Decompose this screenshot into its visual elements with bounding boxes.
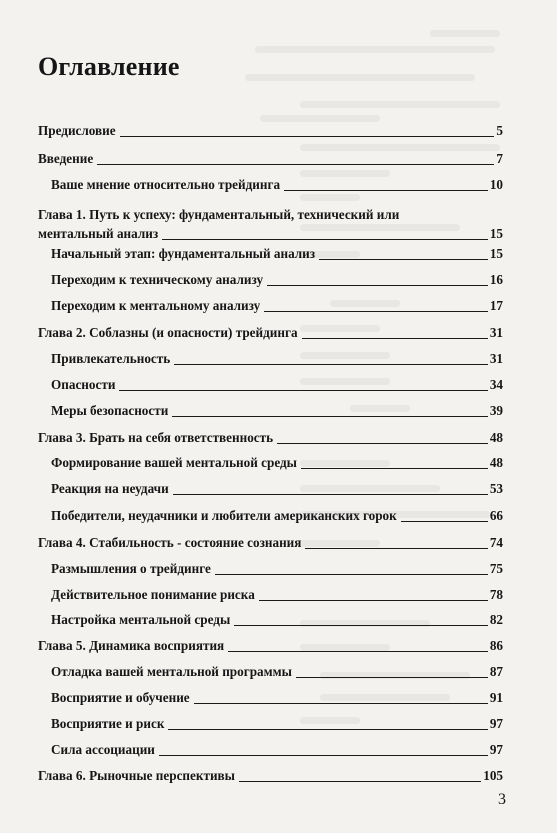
toc-leader-line [119, 390, 487, 391]
toc-leader-line [401, 521, 488, 522]
toc-entry[interactable] [51, 612, 503, 628]
toc-entry-page: 105 [483, 768, 503, 783]
toc-entry-title: Размышления о трейдинге [51, 561, 211, 576]
toc-entry-page: 48 [489, 455, 503, 470]
toc-entry-page: 82 [489, 612, 503, 627]
toc-leader-line [284, 190, 488, 191]
toc-entry[interactable] [51, 377, 503, 393]
toc-entry[interactable] [51, 481, 503, 497]
toc-entry[interactable] [38, 325, 503, 341]
toc-leader-line [302, 338, 488, 339]
toc-entry-title: Привлекательность [51, 351, 171, 366]
toc-leader-line [159, 755, 488, 756]
toc-entry[interactable] [38, 207, 503, 241]
toc-entry[interactable] [51, 664, 503, 680]
toc-entry-title: Победители, неудачники и любители американских горок [51, 508, 397, 523]
toc-entry-page: 78 [489, 587, 503, 602]
toc-entry-page: 39 [489, 403, 503, 418]
toc-entry-title: Переходим к техническому анализу [51, 272, 264, 287]
toc-entry-title: Начальный этап: фундаментальный анализ [51, 246, 316, 261]
toc-entry[interactable] [51, 246, 503, 262]
toc-entry-title: Предисловие [38, 123, 116, 138]
toc-leader-line [228, 651, 488, 652]
toc-entry[interactable] [51, 177, 503, 193]
toc-entry-page: 10 [489, 177, 503, 192]
toc-entry-title-continued: ментальный анализ [38, 226, 159, 241]
toc-entry-title: Восприятие и обучение [51, 690, 190, 705]
toc-entry-page: 91 [489, 690, 503, 705]
toc-leader-line [173, 494, 488, 495]
toc-entry-title: Глава 4. Стабильность - состояние сознания [38, 535, 302, 550]
toc-leader-line [97, 164, 494, 165]
toc-leader-line [319, 259, 488, 260]
toc-leader-line [264, 311, 488, 312]
toc-entry[interactable] [51, 742, 503, 758]
toc-entry-page: 7 [496, 151, 503, 166]
toc-entry-page: 53 [489, 481, 503, 496]
toc-entry-title: Формирование вашей ментальной среды [51, 455, 297, 470]
toc-leader-line [172, 416, 488, 417]
toc-leader-line [120, 136, 495, 137]
toc-entry[interactable] [51, 587, 503, 603]
toc-entry-page: 97 [489, 716, 503, 731]
toc-leader-line [277, 443, 488, 444]
toc-entry-page: 87 [489, 664, 503, 679]
toc-entry-page: 74 [489, 535, 503, 550]
toc-entry[interactable] [51, 351, 503, 367]
page-title: Оглавление [38, 52, 180, 81]
toc-entry-page: 97 [489, 742, 503, 757]
toc-entry-title: Глава 2. Соблазны (и опасности) трейдинга [38, 325, 298, 340]
toc-entry-page: 75 [489, 561, 503, 576]
toc-entry-title: Переходим к ментальному анализу [51, 298, 261, 313]
toc-entry[interactable] [38, 638, 503, 654]
toc-entry-title: Меры безопасности [51, 403, 169, 418]
toc-leader-line [239, 781, 481, 782]
toc-leader-line [305, 548, 487, 549]
toc-entry-title: Опасности [51, 377, 116, 392]
toc-entry-page: 16 [489, 272, 503, 287]
toc-entry-title: Глава 1. Путь к успеху: фундаментальный, технический или [38, 207, 400, 222]
toc-entry[interactable] [51, 690, 503, 706]
toc-entry[interactable] [51, 272, 503, 288]
toc-entry[interactable] [38, 768, 503, 784]
toc-entry-page: 17 [489, 298, 503, 313]
page-number: 3 [498, 791, 506, 808]
toc-entry[interactable] [51, 403, 503, 419]
toc-entry-title: Действительное понимание риска [51, 587, 255, 602]
toc-entry-page: 48 [489, 430, 503, 445]
toc-entry-title: Отладка вашей ментальной программы [51, 664, 292, 679]
toc-entry-page: 15 [489, 246, 503, 261]
toc-entry[interactable] [38, 535, 503, 551]
toc-leader-line [162, 239, 488, 240]
toc-entry-page: 5 [496, 123, 503, 138]
toc-leader-line [267, 285, 488, 286]
toc-leader-line [234, 625, 488, 626]
toc-entry-page: 66 [489, 508, 503, 523]
toc-entry-title: Глава 5. Динамика восприятия [38, 638, 225, 653]
toc-leader-line [174, 364, 488, 365]
toc-leader-line [168, 729, 487, 730]
toc-entry-title: Глава 6. Рыночные перспективы [38, 768, 235, 783]
toc-entry-title: Настройка ментальной среды [51, 612, 231, 627]
toc-entry-title: Ваше мнение относительно трейдинга [51, 177, 281, 192]
toc-entry-title: Восприятие и риск [51, 716, 165, 731]
toc-entry[interactable] [38, 430, 503, 446]
toc-entry-page: 86 [489, 638, 503, 653]
toc-entry[interactable] [51, 716, 503, 732]
toc-entry-title: Реакция на неудачи [51, 481, 169, 496]
toc-entry[interactable] [38, 123, 503, 139]
toc-entry-title: Введение [38, 151, 94, 166]
toc-entry-page: 15 [489, 226, 503, 241]
toc-entry-title: Глава 3. Брать на себя ответственность [38, 430, 274, 445]
toc-entry[interactable] [51, 298, 503, 314]
toc-entry-title: Сила ассоциации [51, 742, 155, 757]
toc-entry[interactable] [38, 151, 503, 167]
toc-entry[interactable] [51, 455, 503, 471]
toc-leader-line [215, 574, 488, 575]
toc-leader-line [259, 600, 488, 601]
toc-entry[interactable] [51, 508, 503, 524]
toc-leader-line [296, 677, 488, 678]
toc-entry-page: 34 [489, 377, 503, 392]
toc-leader-line [301, 468, 488, 469]
toc-entry-page: 31 [489, 351, 503, 366]
toc-entry[interactable] [51, 561, 503, 577]
toc-leader-line [194, 703, 488, 704]
toc-entry-page: 31 [489, 325, 503, 340]
